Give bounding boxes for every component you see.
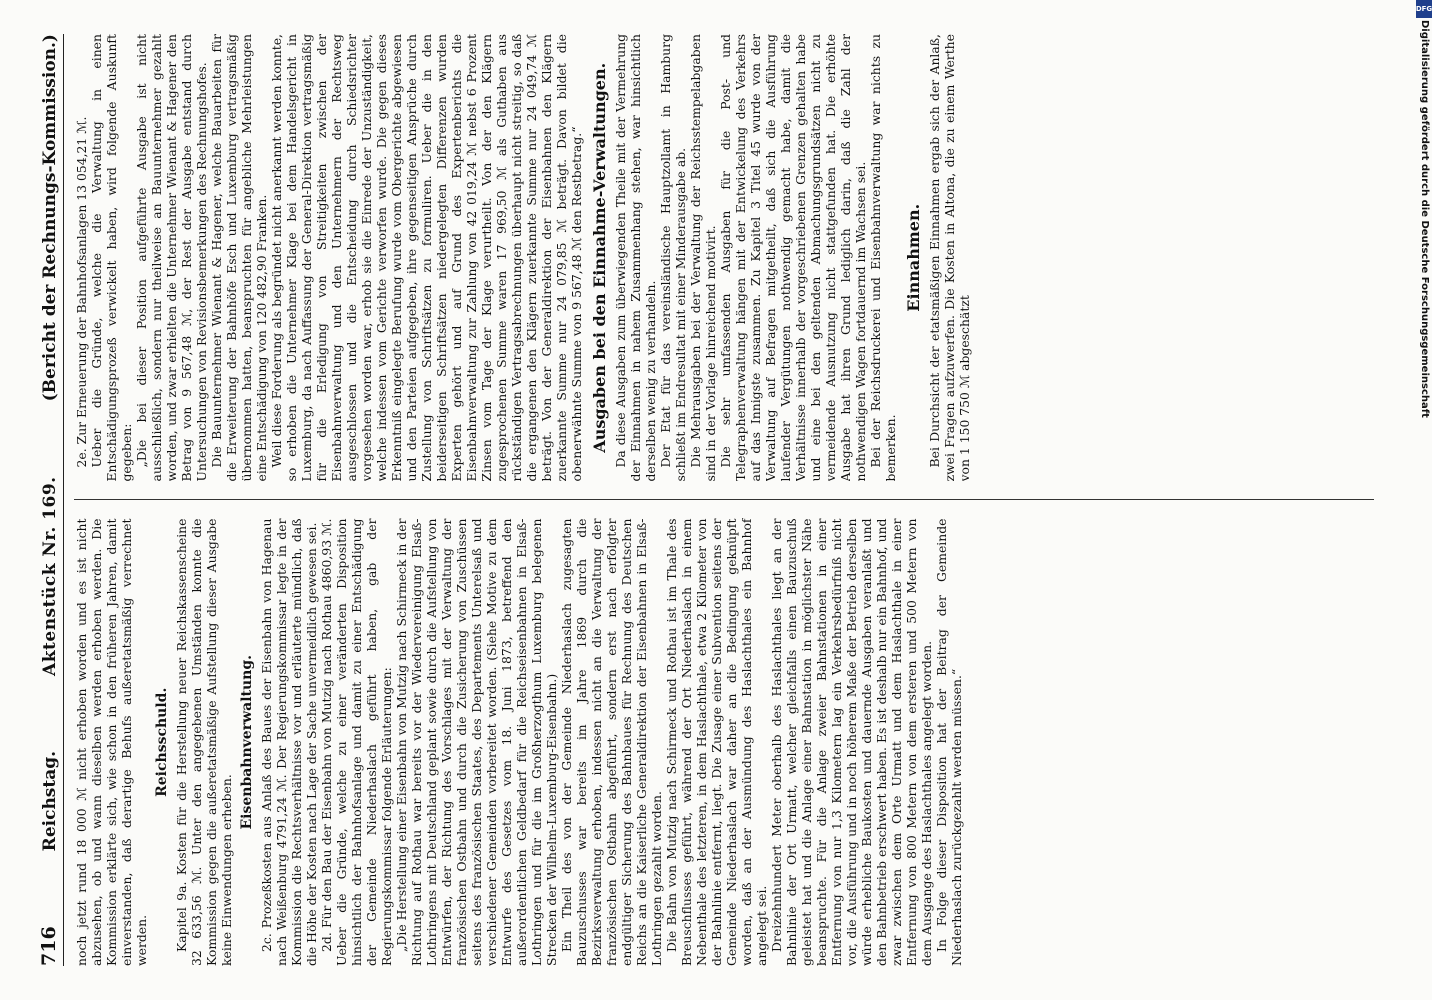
paragraph: Kapitel 9a. Kosten für die Herstellung neuer Reichskassenscheine 32 633,56 ℳ. Unter den angegebenen Umständen konnte die Kommission gegen die außeretatsmäßige Aufstellung dieser Ausgabe keine Einwendungen erheben. <box>174 518 234 966</box>
text-columns <box>74 34 1374 966</box>
paragraph: Ein Theil des von der Gemeinde Niederhaslach zugesagten Bauzuschusses war bereits im Jahre 1869 durch die Bezirksverwaltung erhoben, indessen nicht an die Verwaltung der französischen Ostbahn abgeführt, sondern erst nach erfolgter endgültiger Sicherung des Bahnbaues für Rechnung des Deutschen Reichs an die Kaiserliche Generaldirektion der Eisenbahnen in Elsaß-Lothringen gezahlt worden. <box>559 518 664 966</box>
paragraph: „Die Herstellung einer Eisenbahn von Mutzig nach Schirmeck in der Richtung auf Rothau war bereits vor der Wiedervereinigung Elsaß-Lothringens mit Deutschland geplant sowie durch die Aufstellung von Entwürfen, der Richtung des Vorschlages mit der Verwaltung der französischen Ostbahn und durch die Zusicherung von Zuschüssen seitens des französischen Staates, des Departements Unterelsaß und verschiedener Gemeinden vorbereitet worden. (Siehe Motive zu dem Entwurfe des Gesetzes vom 18. Juni 1873, betreffend den außerordentlichen Geldbedarf für die Reichseisenbahnen in Elsaß-Lothringen und für die im Großherzogthum Luxemburg belegenen Strecken der Wilhelm-Luxemburg-Eisenbahn.) <box>394 518 559 966</box>
paragraph: 2d. Für den Bau der Eisenbahn von Mutzig nach Rothau 4860,93 ℳ. Ueber die Gründe, welche zu einer veränderten Disposition hinsichtlich der Bahnhofsanlage und damit zu einer Entschädigung der Gemeinde Niederhaslach geführt haben, gab der Regierungskommissar folgende Erläuterungen: <box>319 518 394 966</box>
paragraph: 2e. Zur Erneuerung der Bahnhofsanlagen 13 054,21 ℳ. <box>74 116 89 468</box>
paragraph: Weil diese Forderung als begründet nicht anerkannt werden konnte, so erhoben die Unternehmer Klage bei dem Handelsgericht in Luxemburg, da nach Auffassung der General-Direktion vertragsmäßig für die Erledigung von Streitigkeiten zwischen der Eisenbahnverwaltung und den Unternehmern der Rechtsweg ausgeschlossen und die Entscheidung durch Schiedsrichter vorgesehen worden war, erhob sie die Einrede der Unzuständigkeit, welche indessen vom Gerichte verworfen wurde. Die gegen dieses Erkenntniß eingelegte Berufung wurde vom Obergerichte abgewiesen und den Parteien aufgegeben, ihre gegenseitigen Ansprüche durch Zustellung von Schriftsätzen zu formuliren. Ueber die in den beiderseitigen Schriftsätzen niedergelegten Differenzen wurden Experten gehört und auf Grund des Expertenberichts die Eisenbahnverwaltung zur Zahlung von 42 019,24 ℳ nebst 6 Prozent Zinsen vom Tage der Klage verurtheilt. Von der den Klägern zugesprochenen Summe waren 17 969,50 ℳ als Guthaben aus rückständigen Vertragsabrechnungen überhaupt nicht streitig, so daß die ergangenen den Klägern zuerkannte Summe nur 24 049,74 ℳ beträgt. Von der Generaldirektion der Eisenbahnen den Klägern zuerkannte Summe nur 24 079,85 ℳ beträgt. Davon bildet die obenerwähnte Summe von 9 567,48 ℳ den Restbetrag.“ <box>269 34 584 482</box>
paragraph: Bei Durchsicht der etatsmäßigen Einnahmen ergab sich der Anlaß, zwei Fragen aufzuwerfen. Die Kosten in Altona, die zu einem Werthe von 1 150 750 ℳ abgeschätzt <box>927 34 972 482</box>
section-heading-ausgaben: Ausgaben bei den Einnahme-Verwaltungen. <box>590 62 609 453</box>
header-left-title: Reichstag. <box>40 750 60 852</box>
paragraph: noch jetzt rund 18 000 ℳ nicht erhoben worden und es ist nicht abzusehen, ob und wann dieselben werden erhoben werden. Die Kommission erklärte sich, wie schon in den früheren Jahren, damit einverstanden, daß derartige Behufs außeretatsmäßig verrechnet werden. <box>74 518 149 966</box>
right-column <box>74 34 1374 482</box>
paragraph: Die Bahn von Mutzig nach Schirmeck und Rothau ist im Thale des Breuschflusses geführt, während der Ort Niederhaslach in einem Nebenthale des letzteren, in dem Haslachthale, etwa 2 Kilometer von der Bahnlinie entfernt, liegt. Die Zusage einer Subvention seitens der Gemeinde Niederhaslach war daher an die Bedingung geknüpft worden, daß an der Ausmündung des Haslachthales ein Bahnhof angelegt sei. <box>664 518 769 966</box>
header-center-title: Aktenstück Nr. 169. <box>40 476 60 676</box>
paragraph: Der Etat für das vereinsländische Hauptzollamt in Hamburg schließt im Endresultat mit einer Minderausgabe ab. <box>658 34 688 482</box>
column-divider <box>74 500 1374 501</box>
paragraph: Da diese Ausgaben zum überwiegenden Theile mit der Vermehrung der Einnahmen in nahem Zusammenhang stehen, war hinsichtlich derselben wenig zu verhandeln. <box>613 34 658 482</box>
section-heading-eisenbahnverwaltung: Eisenbahnverwaltung. <box>239 654 255 830</box>
page-header <box>38 34 64 966</box>
paragraph: Die sehr umfassenden Ausgaben für die Post- und Telegraphenverwaltung hängen mit der Entwickelung des Verkehrs auf das Innigste zusammen. Zu Kapitel 3 Titel 45 wurde von der Verwaltung auf Befragen mitgetheilt, daß sich die Ausführung laufender Vergütungen nothwendig gemacht habe, damit die Verhältnisse innerhalb der vorgeschriebenen Grenzen gehalten habe und eine bei den geltenden Abmachungsgrundsätzen nicht zu vermeidende Ausnutzung nicht stattgefunden hat. Die erhöhte Ausgabe hat ihren Grund lediglich darin, daß die Zahl der nothwendigen Wagen fortdauernd im Wachsen sei. <box>718 34 868 482</box>
left-column <box>74 519 1374 967</box>
section-heading-reichsschuld: Reichsschuld. <box>154 687 170 797</box>
digitization-note-text: Digitalisierung gefördert durch die Deutsche Forschungsgemeinschaft <box>1419 20 1430 418</box>
paragraph: Ueber die Gründe, welche die Verwaltung in einen Entschädigungsprozeß verwickelt haben, wird folgende Auskunft gegeben: <box>89 34 134 482</box>
paragraph: „Die bei dieser Position aufgeführte Ausgabe ist nicht ausschließlich, sondern nur theilweise an Bauunternehmer gezahlt worden, und zwar erhielten die Unternehmer Wienant & Hagener den Betrag von 9 567,48 ℳ, der Rest der Ausgabe entstand durch Untersuchungen von Revisionsbemerkungen des Rechnungshofes. <box>134 34 209 482</box>
paragraph: Dreizehnhundert Meter oberhalb des Haslachthales liegt an der Bahnlinie der Ort Urmatt, welcher gleichfalls einen Bauzuschuß geleistet hat und die Anlage einer Bahnstation in möglichster Nähe beanspruchte. Für die Anlage zweier Bahnstationen in einer Entfernung von nur 1,3 Kilometern lag ein Verkehrsbedürfniß nicht vor, die Ausführung und in noch höherem Maße der Betrieb derselben würde erhebliche Baukosten und dauernde Ausgaben veranlaßt und den Bahnbetrieb erschwert haben. Es ist deshalb nur ein Bahnhof, und zwar zwischen dem Orte Urmatt und dem Haslachthale in einer Entfernung von 800 Metern von dem ersteren und 500 Metern von dem Ausgange des Haslachthales angelegt worden. <box>769 518 934 966</box>
paragraph: 2c. Prozeßkosten aus Anlaß des Baues der Eisenbahn von Hagenau nach Weißenburg 4791,24 ℳ. Der Regierungskommissar legte in der Kommission die Rechtsverhältnisse vor und erläuterte mündlich, daß die Höhe der Kosten nach Lage der Sache unvermeidlich gewesen sei. <box>259 518 319 966</box>
paragraph: Die Mehrausgaben bei der Verwaltung der Reichsstempelabgaben sind in der Vorlage hinreichend motivirt. <box>688 34 718 482</box>
paragraph: Die Bauunternehmer Wienant & Hagener, welche Bauarbeiten für die Erweiterung der Bahnhöfe Esch und Luxemburg vertragsmäßig übernommen hatten, beanspruchten für angebliche Mehrleistungen eine Entschädigung von 120 482,90 Franken. <box>209 34 269 482</box>
header-right-title: (Bericht der Rechnungs-Kommission.) <box>40 34 60 402</box>
section-heading-einnahmen: Einnahmen. <box>904 203 923 312</box>
paragraph: Bei der Reichsdruckerei und Eisenbahnverwaltung war nichts zu bemerken. <box>868 34 898 482</box>
paragraph: In Folge dieser Disposition hat der Beitrag der Gemeinde Niederhaslach zurückgezahlt werden müssen.“ <box>934 518 964 966</box>
digitization-note <box>1416 20 1430 1000</box>
dfg-logo: DFG <box>1416 0 1432 18</box>
page-number: 716 <box>38 926 60 966</box>
